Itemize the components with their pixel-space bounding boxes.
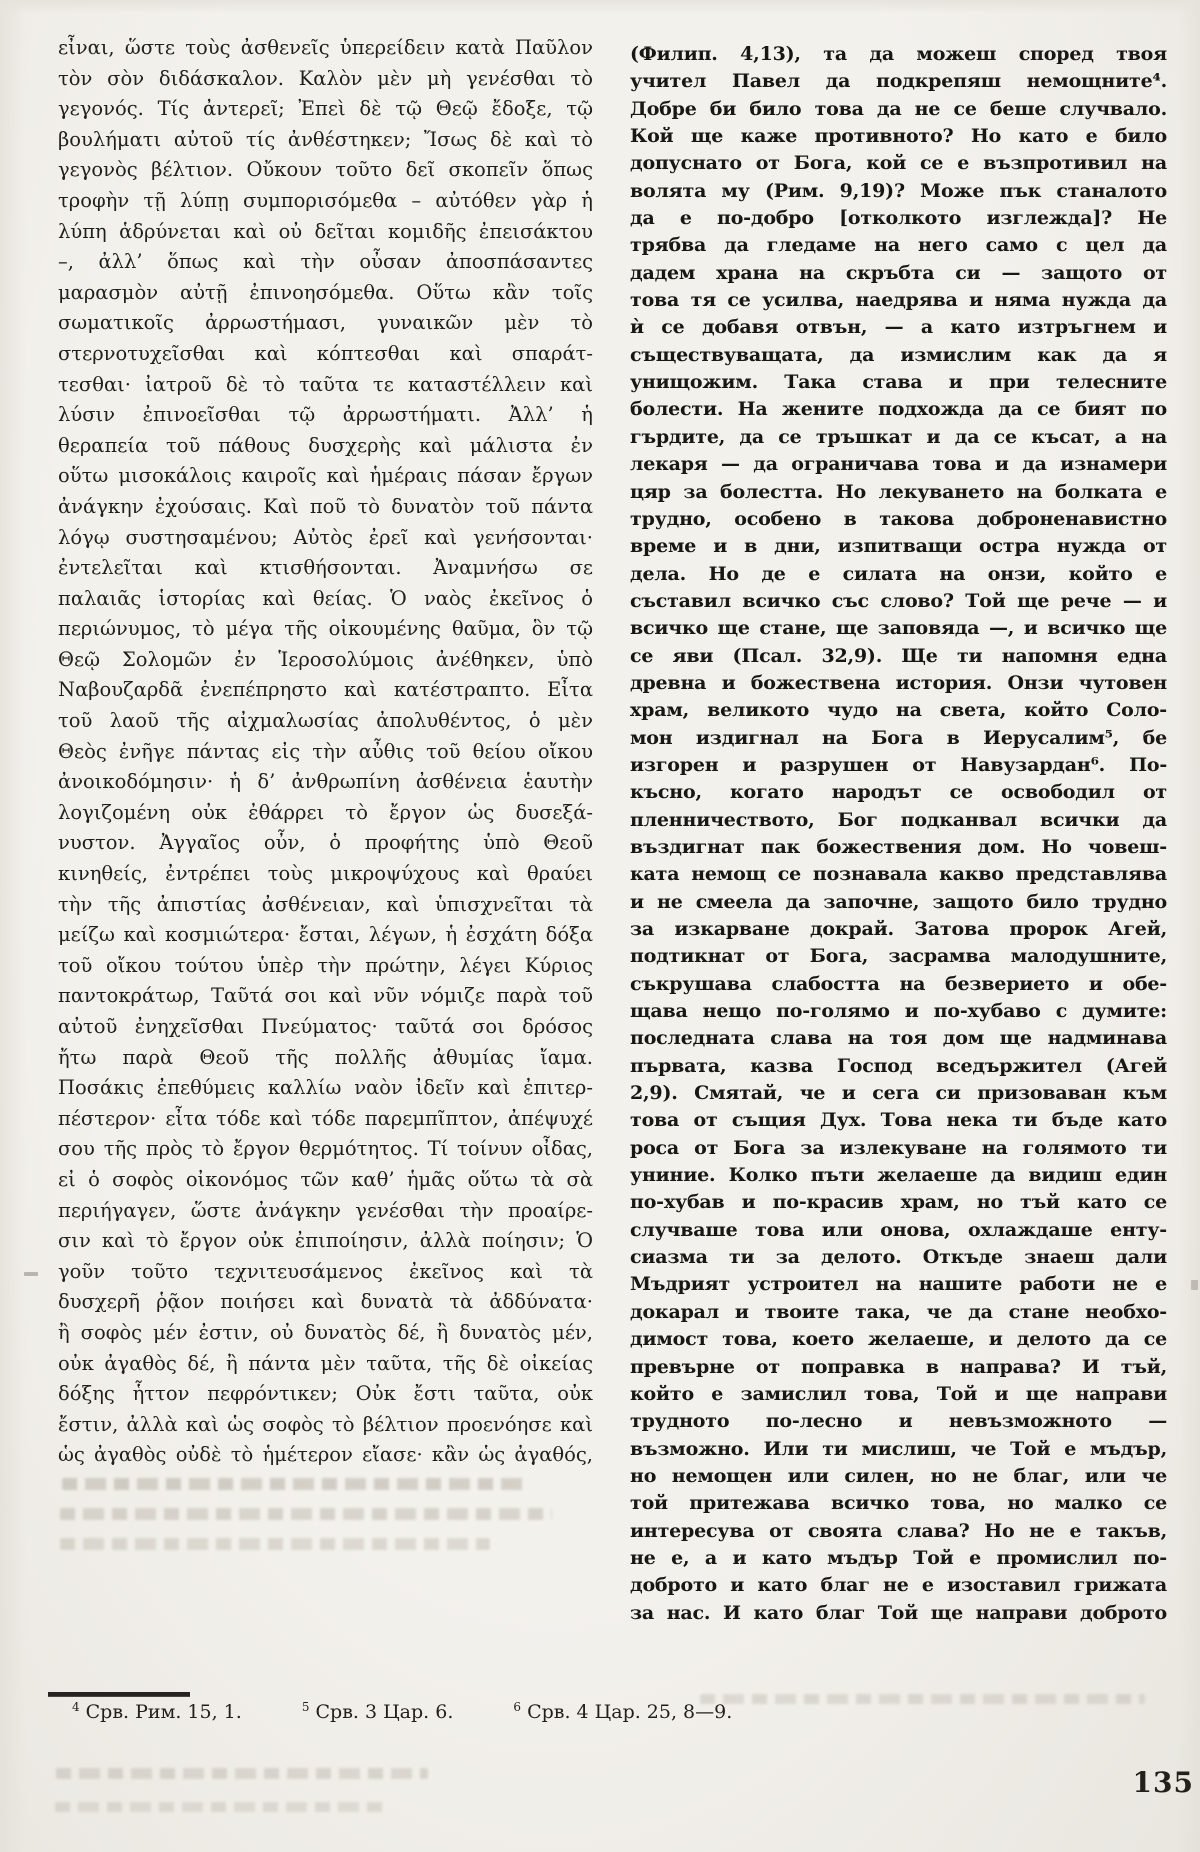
text-line: трудно, особено в такова доброненавистно	[630, 507, 1167, 530]
text-line: първата, казва Господ вседържител (Агей	[630, 1054, 1167, 1077]
text-line: τὴν τῆς ἀπιστίας ἀσθένειαν, καὶ ὑπισχνεῖται τὰ	[58, 892, 593, 916]
text-line: за изкарване докрай. Затова пророк Агей,	[630, 918, 1167, 940]
text-line: κινηθείς, ἐντρέπει τοὺς μικροψύχους καὶ θραύει	[58, 862, 593, 886]
text-line: трябва да гледаме на него само с цел да	[630, 234, 1167, 257]
bleedthrough-artifact	[60, 1538, 490, 1550]
text-line: не е, а и като мъдър Той е промислил по-	[630, 1546, 1167, 1569]
text-line: съществуващата, да измислим как да я	[630, 343, 1167, 366]
text-line: ѝ се добавя отвън, — а като изтръгнем и	[630, 316, 1167, 339]
text-line: ἔστιν, ἀλλὰ καὶ ὡς σοφὸς τὸ βέλτιον προενόησε καὶ	[58, 1412, 593, 1436]
text-line: τεσθαι· ἰατροῦ δὲ τὸ ταῦτα τε καταστέλλειν καὶ	[58, 372, 593, 396]
bulgarian-text-column	[630, 41, 1167, 1627]
text-line: παλαιᾶς ἱστορίας καὶ θείας. Ὁ ναὸς ἐκεῖνος ὁ	[58, 586, 593, 610]
text-line: димост това, което желаеше, и делото да се	[630, 1328, 1167, 1351]
text-line: Добре би било това да не се беше случвало.	[630, 97, 1167, 120]
text-line: γοῦν τοῦτο τεχνιτευσάμενος ἐκεῖνος καὶ τὰ	[58, 1259, 593, 1283]
text-line: οὕτω μισοκάλοις καιροῖς καὶ ἡμέραις πάσαν ἔργων	[58, 464, 593, 488]
text-line: ὡς ἀγαθὸς οὐδὲ τὸ ἡμέτερον εἴασε· κἂν ὡς ἀγαθός,	[58, 1443, 593, 1467]
text-line: πέστερον· εἶτα τόδε καὶ τόδε παρεμπῖπτον, ἀπέψυχέ	[58, 1106, 593, 1130]
text-line: цяр за болестта. Но лекуването на болката е	[630, 480, 1167, 503]
page-number: 135	[1132, 1766, 1194, 1799]
text-line: λόγῳ συστησαμένου; Αὐτὸς ἐρεῖ καὶ γενήσονται·	[58, 525, 593, 549]
text-line: γεγονὸς βέλτιον. Οὔκουν τοῦτο δεῖ σκοπεῖν ὅπως	[58, 158, 593, 182]
text-line: Θεὸς ἐνῆγε πάντας εἰς τὴν αὖθις τοῦ θείου οἴκου	[58, 739, 593, 763]
footnote-marker: 4	[72, 1700, 80, 1714]
text-line: σωματικοῖς ἀρρωστήμασι, γυναικῶν μὲν τὸ	[58, 311, 593, 335]
text-line: допуснато от Бога, кой се е възпротивил на	[630, 152, 1167, 175]
text-line: интересува от своята слава? Но не е такъв,	[630, 1519, 1167, 1542]
text-line: това тя се усилва, наедрява и няма нужда да	[630, 289, 1167, 312]
text-line: се яви (Псал. 32,9). Ще ти напомня една	[630, 644, 1167, 667]
text-line: щава нещо по-голямо и по-хубаво с думите:	[630, 1000, 1167, 1023]
text-line: σου τῆς πρὸς τὸ ἔργον θερμότητος. Τί τοίνυν οἶδας,	[58, 1137, 593, 1161]
text-line: τοῦ οἴκου τούτου ὑπὲρ τὴν πρώτην, λέγει Κύριος	[58, 953, 593, 977]
footnote-marker: 5	[301, 1700, 310, 1714]
text-line: 2,9). Смятай, че и сега си призоваван към	[630, 1082, 1167, 1105]
text-line: Ναβουζαρδᾶ ἐνεπέπρηστο καὶ κατέστραπτο. Εἶτα	[58, 678, 593, 702]
footnote-text: Срв. Рим. 15, 1.	[85, 1701, 242, 1724]
text-line: гърдите, да се тръшкат и да се късат, а на	[630, 425, 1167, 448]
text-line: униние. Колко пъти желаеше да видиш един	[630, 1164, 1167, 1187]
text-line: пленничеството, Бог подканвал всички да	[630, 808, 1167, 831]
text-line: древна и божествена история. Онзи чутовен	[630, 671, 1167, 694]
text-line: трудното по-лесно и невъзможното —	[630, 1410, 1167, 1433]
text-line: θεραπεία τοῦ πάθους δυσχερὴς καὶ μάλιστα ἐν	[58, 433, 593, 457]
text-line: Θεῷ Σολομῶν ἐν Ἱεροσολύμοις ἀνέθηκεν, ὑπὸ	[58, 647, 593, 671]
text-line: по-хубав и по-красив храм, но тъй като се	[630, 1191, 1167, 1214]
footnote-rule	[48, 1692, 190, 1697]
text-line: последната слава на тоя дом ще надминава	[630, 1027, 1167, 1050]
text-line: ἀνοικοδόμησιν· ἡ δ’ ἀνθρωπίνη ἀσθένεια ἑαυτὴν	[58, 770, 593, 794]
text-line: λογιζομένη οὐκ ἐθάρρει τὸ ἔργον ὡς δυσεξά-	[58, 800, 593, 824]
text-line: учител Павел да подкрепяш немощните⁴.	[630, 70, 1167, 93]
text-line: роса от Бога за излекуване на голямото ти	[630, 1136, 1167, 1159]
text-line: σιν καὶ τὸ ἔργον οὐκ ἐπιποίησιν, ἀλλὰ ποίησιν; Ὁ	[58, 1229, 593, 1253]
text-line: βουλήματι αὐτοῦ τίς ἀνθέστηκεν; Ἴσως δὲ καὶ τὸ	[58, 127, 593, 151]
text-line: болести. На жените подхожда да се бият по	[630, 398, 1167, 421]
text-line: въздигнат пак божествения дом. Но човеш-	[630, 835, 1167, 858]
text-line: αὐτοῦ ἐνηχεῖσθαι Πνεύματος· ταῦτά σοι δρόσος	[58, 1015, 593, 1038]
text-line: (Филип. 4,13), та да можеш според твоя	[630, 43, 1167, 65]
footnote-item	[72, 1701, 242, 1723]
footnote-text: Срв. 4 Цар. 25, 8—9.	[527, 1701, 733, 1724]
text-line: това от същия Дух. Това нека ти бъде като	[630, 1109, 1167, 1132]
text-line: δυσχερῆ ῥᾷον ποιήσει καὶ δυνατὰ τὰ ἀδδύνατα·	[58, 1290, 593, 1314]
footnote-item	[302, 1701, 454, 1723]
text-line: превърне от поправка в направа? И тъй,	[630, 1355, 1167, 1378]
text-line: περιήγαγεν, ὥστε ἀνάγκην γενέσθαι τὴν προαίρε-	[58, 1198, 593, 1222]
bleedthrough-artifact	[700, 1694, 1145, 1704]
text-line: унищожим. Така става и при телесните	[630, 371, 1167, 394]
text-line: τοῦ λαοῦ τῆς αἰχμαλωσίας ἀπολυθέντος, ὁ μὲν	[58, 709, 593, 733]
text-line: νυστον. Ἀγγαῖος οὖν, ὁ προφήτης ὑπὸ Θεοῦ	[58, 831, 593, 855]
bleedthrough-artifact	[60, 1508, 552, 1520]
text-line: случваше това или онова, охлаждаше енту-	[630, 1218, 1167, 1241]
text-line: –, ἀλλ’ ὅπως καὶ τὴν οὖσαν ἀποσπάσαντες	[58, 250, 593, 274]
text-line: време и в дни, изпитващи остра нужда от	[630, 535, 1167, 558]
text-line: дадем храна на скръбта си — защото от	[630, 261, 1167, 284]
text-line: възможно. Или ти мислиш, че Той е мъдър,	[630, 1437, 1167, 1460]
text-line: да е по-добро [отколкото изглежда]? Не	[630, 207, 1167, 230]
text-line: Ποσάκις ἐπεθύμεις καλλίω ναὸν ἰδεῖν καὶ ἐπιτερ-	[58, 1076, 593, 1100]
greek-text-column	[58, 33, 593, 1471]
text-line: сиазма ти за делото. Откъде знаеш дали	[630, 1246, 1167, 1269]
text-line: късно, когато народът се освободил от	[630, 781, 1167, 804]
scan-speck	[1191, 1280, 1198, 1290]
text-line: δόξης ἧττον πεφρόντικεν; Οὐκ ἔστι ταῦτα, οὐκ	[58, 1382, 593, 1406]
text-line: докарал и твоите така, че да стане необхо-	[630, 1300, 1167, 1323]
text-line: ἤτω παρὰ Θεοῦ τῆς πολλῆς ἀθυμίας ἴαμα.	[58, 1045, 593, 1069]
text-line: τροφὴν τῇ λύπῃ συμπορισόμεθα – αὐτόθεν γὰρ ἡ	[58, 188, 593, 212]
text-line: доброто и като благ не е изоставил грижата	[630, 1574, 1167, 1597]
text-line: λύπη ἁδρύνεται καὶ οὐ δεῖται κομιδῆς ἐπεισάκτου	[58, 219, 593, 243]
footnote-text: Срв. 3 Цар. 6.	[315, 1701, 454, 1724]
text-line: но немощен или силен, но не благ, или че	[630, 1464, 1167, 1487]
text-line: γεγονός. Τίς ἀντερεῖ; Ἐπεὶ δὲ τῷ Θεῷ ἔδοξε, τῷ	[58, 97, 593, 121]
text-line: λύσιν ἐπινοεῖσθαι τῷ ἀρρωστήματι. Ἀλλ’ ἡ	[58, 403, 593, 427]
footnote-marker: 6	[513, 1700, 522, 1714]
text-line: волята му (Рим. 9,19)? Може пък станалото	[630, 179, 1167, 202]
text-line: ἢ σοφὸς μέν ἐστιν, οὐ δυνατὸς δέ, ἢ δυνατὸς μέν,	[58, 1320, 593, 1344]
text-line: εἶναι, ὥστε τοὺς ἀσθενεῖς ὑπερείδειν κατὰ Παῦλον	[58, 36, 593, 59]
text-line: лекаря — да ограничава това и да изнамери	[630, 453, 1167, 476]
text-line: ката немощ се познавала какво представлява	[630, 863, 1167, 886]
text-line: μαρασμὸν αὐτῇ ἐπινοησόμεθα. Οὕτω κἂν τοῖς	[58, 280, 593, 304]
text-line: изгорен и разрушен от Навузардан⁶. По-	[630, 753, 1167, 776]
bleedthrough-artifact	[55, 1802, 385, 1812]
text-line: Мъдрият устроител на нашите работи не е	[630, 1273, 1167, 1296]
text-line: μείζω καὶ κοσμιώτερα· ἔσται, λέγων, ἡ ἐσχάτη δόξα	[58, 923, 593, 947]
text-line: εἰ ὁ σοφὸς οἰκονόμος τῶν καθ’ ἡμᾶς οὕτω τὰ σὰ	[58, 1167, 593, 1191]
text-line: Кой ще каже противното? Но като е било	[630, 125, 1167, 148]
text-line: мон издигнал на Бога в Иерусалим⁵, бе	[630, 726, 1167, 749]
scan-speck	[24, 1272, 38, 1276]
text-line: всичко ще стане, ще заповяда —, и всичко ще	[630, 617, 1167, 640]
footnote-item	[513, 1701, 732, 1723]
bleedthrough-artifact	[62, 1478, 530, 1490]
text-line: съкрушава слабостта на безверието и обе-	[630, 972, 1167, 995]
text-line: στερνοτυχεῖσθαι καὶ κόπτεσθαι καὶ σπαράτ-	[58, 341, 593, 365]
bleedthrough-artifact	[56, 1768, 428, 1779]
text-line: за нас. И като благ Той ще направи доброто	[630, 1601, 1167, 1624]
text-line: подтикнат от Бога, засрамва малодушните,	[630, 945, 1167, 968]
text-line: ἀνάγκην ἐχούσαις. Καὶ ποῦ τὸ δυνατὸν τοῦ πάντα	[58, 494, 593, 518]
text-line: той притежава всичко това, но малко се	[630, 1492, 1167, 1515]
text-line: и не смеела да започне, защото било трудно	[630, 890, 1167, 913]
text-line: οὐκ ἀγαθὸς δέ, ἢ πάντα μὲν ταῦτα, τῆς δὲ οἰκείας	[58, 1351, 593, 1375]
text-line: παντοκράτωρ, Ταῦτά σοι καὶ νῦν νόμιζε παρὰ τοῦ	[58, 984, 593, 1008]
text-line: дела. Но де е силата на онзи, който е	[630, 562, 1167, 585]
text-line: храм, великото чудо на света, който Соло-	[630, 699, 1167, 722]
text-line: τὸν σὸν διδάσκαλον. Καλὸν μὲν μὴ γενέσθαι τὸ	[58, 66, 593, 90]
text-line: който е замислил това, Той и ще направи	[630, 1382, 1167, 1405]
text-line: съставил всичко със слово? Той ще рече — и	[630, 589, 1167, 612]
text-line: περιώνυμος, τὸ μέγα τῆς οἰκουμένης θαῦμα, ὃν τῷ	[58, 617, 593, 641]
text-line: ἐντελεῖται καὶ κτισθήσονται. Ἀναμνήσω σε	[58, 556, 593, 580]
